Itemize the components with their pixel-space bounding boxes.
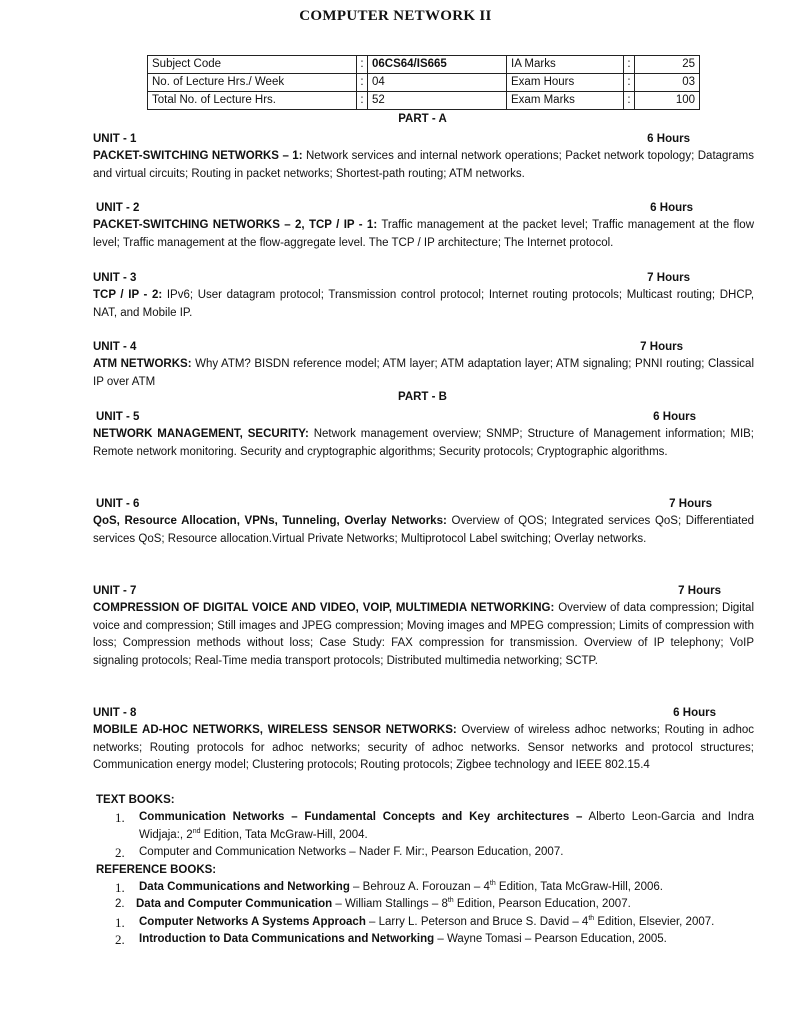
unit-heading: PACKET-SWITCHING NETWORKS – 2, TCP / IP - 1:	[93, 219, 378, 232]
unit-text: IPv6; User datagram protocol; Transmission control protocol; Internet routing protocols; Multicast routing; DHCP, NAT, and Mobile IP.	[93, 289, 755, 319]
unit-1-section	[93, 131, 754, 183]
list-item	[93, 931, 754, 948]
unit-description	[93, 287, 754, 322]
list-item	[93, 914, 754, 931]
unit-description	[93, 600, 754, 670]
unit-title: UNIT - 6	[96, 498, 140, 510]
part-a-heading: PART - A	[398, 113, 447, 125]
list-item	[93, 879, 754, 896]
list-item	[93, 844, 754, 861]
unit-heading: COMPRESSION OF DIGITAL VOICE AND VIDEO, VOIP, MULTIMEDIA NETWORKING:	[93, 602, 555, 615]
book-title: Computer Networks A Systems Approach	[139, 915, 366, 928]
unit-hours: 6 Hours	[647, 133, 690, 145]
list-item	[93, 809, 754, 844]
unit-heading: NETWORK MANAGEMENT, SECURITY:	[93, 428, 309, 441]
table-row	[148, 56, 700, 74]
unit-text: Overview of QOS; Integrated services QoS; Differentiated services QoS; Resource allocation.Virtual Private Networks; Multiprotocol Label switching; Overlay networks.	[93, 515, 754, 545]
list-number: 2.	[115, 932, 125, 948]
table-cell-colon: :	[357, 74, 368, 92]
subject-info-table	[147, 55, 700, 110]
table-cell-value: 04	[368, 74, 507, 92]
text-books-list	[93, 809, 754, 861]
unit-title: UNIT - 5	[96, 411, 140, 423]
table-row	[148, 74, 700, 92]
unit-hours: 6 Hours	[650, 202, 693, 214]
table-cell-label: Exam Marks	[507, 92, 624, 110]
book-details-end: Edition, Elsevier, 2007.	[594, 915, 715, 928]
unit-heading: MOBILE AD-HOC NETWORKS, WIRELESS SENSOR NETWORKS:	[93, 724, 457, 737]
list-item	[93, 896, 754, 913]
books-section	[93, 792, 754, 949]
unit-hours: 7 Hours	[647, 272, 690, 284]
unit-description	[93, 513, 754, 548]
unit-hours: 6 Hours	[673, 707, 716, 719]
table-cell-colon: :	[357, 92, 368, 110]
unit-description	[93, 217, 754, 252]
table-row	[148, 92, 700, 110]
unit-title: UNIT - 8	[93, 707, 137, 719]
reference-books-heading: REFERENCE BOOKS:	[96, 863, 217, 876]
book-details-end: Edition, Pearson Education, 2007.	[453, 898, 631, 911]
book-details-end: Edition, Tata McGraw-Hill, 2006.	[495, 881, 663, 894]
reference-books-list	[93, 879, 754, 949]
table-cell-colon: :	[624, 92, 635, 110]
table-cell-value: 03	[635, 74, 700, 92]
book-details: Computer and Communication Networks – Nader F. Mir:, Pearson Education, 2007.	[139, 846, 564, 859]
unit-text: Network management overview; SNMP; Structure of Management information; MIB; Remote network monitoring. Security and cryptographic algorithms; Security protocols; Cryptographic algorithms.	[93, 428, 755, 458]
book-details: – Wayne Tomasi – Pearson Education, 2005.	[434, 933, 667, 946]
book-title: Data and Computer Communication	[136, 898, 333, 911]
unit-heading: ATM NETWORKS:	[93, 358, 192, 371]
list-number: 1.	[115, 914, 125, 930]
book-details-end: Edition, Tata McGraw-Hill, 2004.	[200, 828, 368, 841]
table-cell-value: 06CS64/IS665	[368, 56, 507, 74]
book-title: Communication Networks – Fundamental Concepts and Key architectures –	[139, 811, 583, 824]
list-number: 2.	[115, 898, 125, 911]
unit-text: Overview of data compression; Digital voice and compression; Still images and JPEG compression; Moving images and MPEG compression; Limits of compression with loss; Compression methods without loss; Case Study: FAX compression for transmission. Overview of IP telephony; VoIP signaling protocols; Real-Time media transport protocols; Distributed multimedia networking; SCTP.	[93, 602, 754, 667]
table-cell-label: Total No. of Lecture Hrs.	[148, 92, 357, 110]
unit-5-section	[93, 409, 754, 461]
unit-title: UNIT - 2	[96, 202, 140, 214]
unit-title: UNIT - 4	[93, 341, 137, 353]
unit-description	[93, 148, 754, 183]
list-number: 1.	[115, 810, 125, 826]
unit-title: UNIT - 3	[93, 272, 137, 284]
table-cell-value: 52	[368, 92, 507, 110]
unit-hours: 7 Hours	[669, 498, 712, 510]
unit-hours: 7 Hours	[640, 341, 683, 353]
unit-hours: 7 Hours	[678, 585, 721, 597]
book-superscript: th	[588, 915, 595, 923]
table-cell-value: 25	[635, 56, 700, 74]
list-number: 1.	[115, 880, 125, 896]
unit-6-section	[93, 496, 754, 548]
book-superscript: th	[489, 880, 496, 888]
unit-3-section	[93, 270, 754, 322]
unit-heading: QoS, Resource Allocation, VPNs, Tunneling, Overlay Networks:	[93, 515, 447, 528]
book-details: – Larry L. Peterson and Bruce S. David – 4	[365, 915, 589, 928]
table-cell-label: Subject Code	[148, 56, 357, 74]
book-superscript: nd	[192, 827, 201, 835]
book-details: – Behrouz A. Forouzan – 4	[349, 881, 490, 894]
table-cell-label: Exam Hours	[507, 74, 624, 92]
unit-text: Overview of wireless adhoc networks; Routing in adhoc networks; Routing protocols for adhoc networks; security of adhoc networks. Sensor networks and protocol structures; Communication energy model; Clustering protocols; Routing protocols; Zigbee technology and IEEE 802.15.4	[93, 724, 754, 772]
part-b-heading: PART - B	[398, 391, 447, 403]
table-cell-label: IA Marks	[507, 56, 624, 74]
book-details: Alberto Leon-Garcia and Indra Widjaja:, 2	[139, 811, 754, 841]
book-title: Introduction to Data Communications and Networking	[139, 933, 435, 946]
text-books-heading: TEXT BOOKS:	[96, 794, 175, 806]
unit-hours: 6 Hours	[653, 411, 696, 423]
unit-description	[93, 722, 754, 774]
unit-2-section	[93, 200, 754, 252]
table-cell-colon: :	[357, 56, 368, 74]
unit-heading: TCP / IP - 2:	[93, 289, 163, 302]
unit-heading: PACKET-SWITCHING NETWORKS – 1:	[93, 150, 303, 163]
unit-text: Why ATM? BISDN reference model; ATM layer; ATM adaptation layer; ATM signaling; PNNI routing; Classical IP over ATM	[93, 358, 754, 388]
table-cell-colon: :	[624, 56, 635, 74]
page-title: COMPUTER NETWORK II	[299, 8, 492, 24]
table-cell-label: No. of Lecture Hrs./ Week	[148, 74, 357, 92]
list-number: 2.	[115, 845, 125, 861]
book-title: Data Communications and Networking	[139, 881, 350, 894]
book-superscript: th	[447, 897, 454, 905]
unit-text: Network services and internal network operations; Packet network topology; Datagrams and virtual circuits; Routing in packet networks; Shortest-path routing; ATM networks.	[93, 150, 754, 180]
unit-4-section	[93, 339, 754, 391]
unit-8-section	[93, 705, 754, 775]
unit-text: Traffic management at the packet level; Traffic management at the flow level; Traffic management at the flow-aggregate level. The TCP / IP architecture; The Internet protocol.	[93, 219, 755, 249]
unit-7-section	[93, 583, 754, 670]
unit-description	[93, 426, 754, 461]
unit-title: UNIT - 7	[93, 585, 137, 597]
table-cell-value: 100	[635, 92, 700, 110]
book-details: – William Stallings – 8	[332, 898, 448, 911]
unit-title: UNIT - 1	[93, 133, 137, 145]
table-cell-colon: :	[624, 74, 635, 92]
unit-description	[93, 356, 754, 391]
